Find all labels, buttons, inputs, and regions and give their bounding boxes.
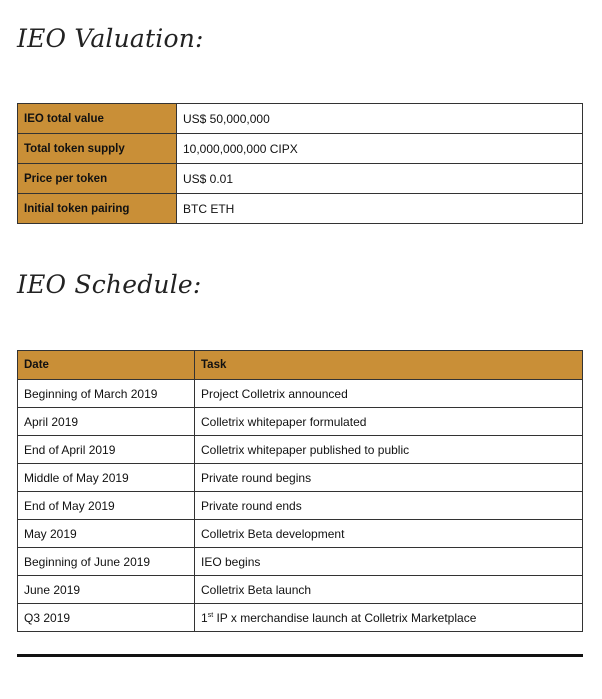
schedule-task: Colletrix Beta launch bbox=[195, 576, 583, 604]
table-row bbox=[18, 520, 583, 548]
bottom-divider bbox=[17, 654, 583, 657]
table-row bbox=[18, 194, 583, 224]
schedule-task: Private round ends bbox=[195, 492, 583, 520]
valuation-value: US$ 50,000,000 bbox=[177, 104, 583, 134]
schedule-task: Project Colletrix announced bbox=[195, 380, 583, 408]
schedule-date: Q3 2019 bbox=[18, 604, 195, 632]
task-ordinal-suffix: st bbox=[207, 611, 214, 619]
schedule-task: Colletrix whitepaper formulated bbox=[195, 408, 583, 436]
schedule-date: April 2019 bbox=[18, 408, 195, 436]
schedule-task: Private round begins bbox=[195, 464, 583, 492]
table-row bbox=[18, 104, 583, 134]
schedule-date: June 2019 bbox=[18, 576, 195, 604]
schedule-task bbox=[195, 604, 583, 632]
schedule-date: Beginning of June 2019 bbox=[18, 548, 195, 576]
schedule-task: Colletrix Beta development bbox=[195, 520, 583, 548]
valuation-heading: IEO Valuation: bbox=[17, 24, 204, 53]
column-header-date: Date bbox=[18, 351, 195, 380]
column-header-task: Task bbox=[195, 351, 583, 380]
table-row bbox=[18, 164, 583, 194]
valuation-table bbox=[17, 103, 583, 224]
table-row bbox=[18, 604, 583, 632]
table-row bbox=[18, 134, 583, 164]
schedule-task: Colletrix whitepaper published to public bbox=[195, 436, 583, 464]
schedule-date: Beginning of March 2019 bbox=[18, 380, 195, 408]
table-row bbox=[18, 576, 583, 604]
schedule-table bbox=[17, 350, 583, 632]
valuation-value: US$ 0.01 bbox=[177, 164, 583, 194]
valuation-label: Price per token bbox=[18, 164, 177, 194]
task-ordinal: 1 bbox=[201, 610, 208, 625]
table-row bbox=[18, 436, 583, 464]
valuation-label: Total token supply bbox=[18, 134, 177, 164]
valuation-label: IEO total value bbox=[18, 104, 177, 134]
table-header-row bbox=[18, 351, 583, 380]
table-row bbox=[18, 380, 583, 408]
table-row bbox=[18, 464, 583, 492]
valuation-value: 10,000,000,000 CIPX bbox=[177, 134, 583, 164]
table-row bbox=[18, 408, 583, 436]
schedule-date: Middle of May 2019 bbox=[18, 464, 195, 492]
table-row bbox=[18, 548, 583, 576]
valuation-label: Initial token pairing bbox=[18, 194, 177, 224]
table-row bbox=[18, 492, 583, 520]
schedule-task: IEO begins bbox=[195, 548, 583, 576]
schedule-date: May 2019 bbox=[18, 520, 195, 548]
schedule-heading: IEO Schedule: bbox=[17, 270, 202, 299]
valuation-value: BTC ETH bbox=[177, 194, 583, 224]
schedule-date: End of May 2019 bbox=[18, 492, 195, 520]
task-text: IP x merchandise launch at Colletrix Marketplace bbox=[213, 610, 477, 625]
schedule-date: End of April 2019 bbox=[18, 436, 195, 464]
